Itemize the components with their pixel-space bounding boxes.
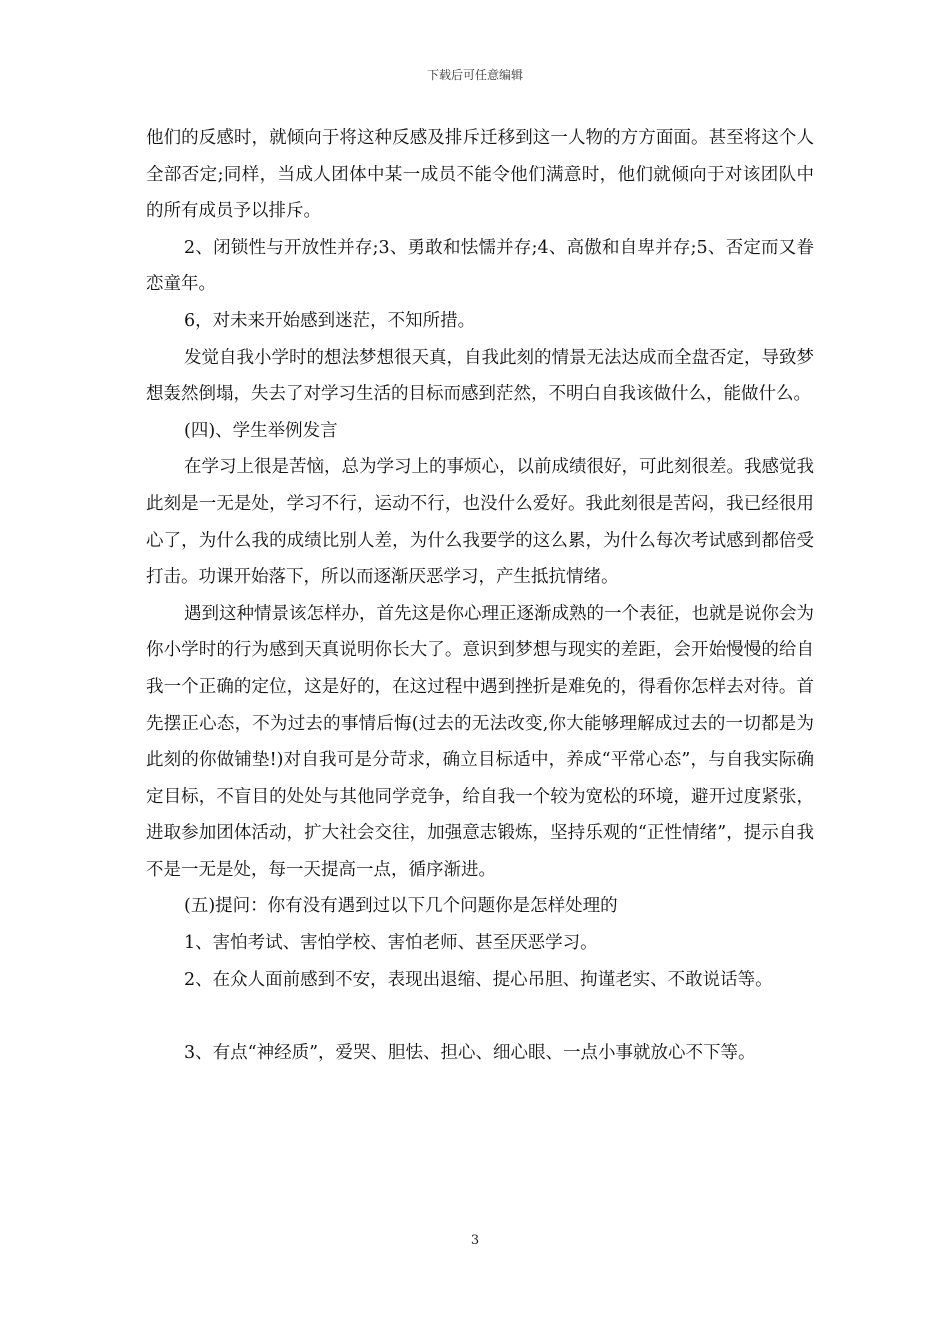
paragraph-traits-list: 2、闭锁性与开放性并存;3、勇敢和怯懦并存;4、高傲和自卑并存;5、否定而又眷恋童年。 xyxy=(146,237,814,295)
paragraph-dream-collapse: 发觉自我小学时的想法梦想很天真，自我此刻的情景无法达成而全盘否定，导致梦想轰然倒塌，失去了对学习生活的目标而感到茫然，不明白自我该做什么，能做什么。 xyxy=(146,347,814,405)
section-heading-5: (五)提问：你有没有遇到过以下几个问题你是怎样处理的 xyxy=(184,896,618,917)
page-header: 下载后可任意编辑 xyxy=(426,68,523,82)
paragraph-advice: 遇到这种情景该怎样办，首先这是你心理正逐渐成熟的一个表征，也就是说你会为你小学时的行为感到天真说明你长大了。意识到梦想与现实的差距，会开始慢慢的给自我一个正确的定位，这是好的，在这过程中遇到挫折是难免的，得看你怎样去对待。首先摆正心态，不为过去的事情后悔(过去的无法改变,你大能够理解成过去的一切都是为此刻的你做铺垫!)对自我可是分苛求，确立目标适中，养成“平常心态”，与自我实际确定目标，不盲目的处处与其他同学竞争，给自我一个较为宽松的环境，避开过度紧张，进取参加团体活动，扩大社会交往，加强意志锻炼，坚持乐观的“正性情绪”，提示自我不是一无是处，每一天提高一点，循序渐进。 xyxy=(146,603,814,880)
paragraph-student-example: 在学习上很是苦恼，总为学习上的事烦心，以前成绩很好，可此刻很差。我感觉我此刻是一无是处，学习不行，运动不行，也没什么爱好。我此刻很是苦闷，我已经很用心了，为什么我的成绩比别人差，为什么我要学的这么累，为什么每次考试感到都倍受打击。功课开始落下，所以而逐渐厌恶学习，产生抵抗情绪。 xyxy=(146,457,814,588)
document-body xyxy=(146,120,814,1071)
question-item-2: 2、在众人面前感到不安，表现出退缩、提心吊胆、拘谨老实、不敢说话等。 xyxy=(184,969,773,990)
page-number: 3 xyxy=(470,1233,480,1248)
paragraph-trait-6: 6，对未来开始感到迷茫，不知所措。 xyxy=(184,310,476,331)
question-item-3: 3、有点“神经质”，爱哭、胆怯、担心、细心眼、一点小事就放心不下等。 xyxy=(184,1042,756,1063)
section-heading-4: (四)、学生举例发言 xyxy=(184,420,338,441)
paragraph-continuation: 他们的反感时，就倾向于将这种反感及排斥迁移到这一人物的方方面面。甚至将这个人全部否定;同样，当成人团体中某一成员不能令他们满意时，他们就倾向于对该团队中的所有成员予以排斥。 xyxy=(146,128,814,222)
question-item-1: 1、害怕考试、害怕学校、害怕老师、甚至厌恶学习。 xyxy=(184,933,598,954)
